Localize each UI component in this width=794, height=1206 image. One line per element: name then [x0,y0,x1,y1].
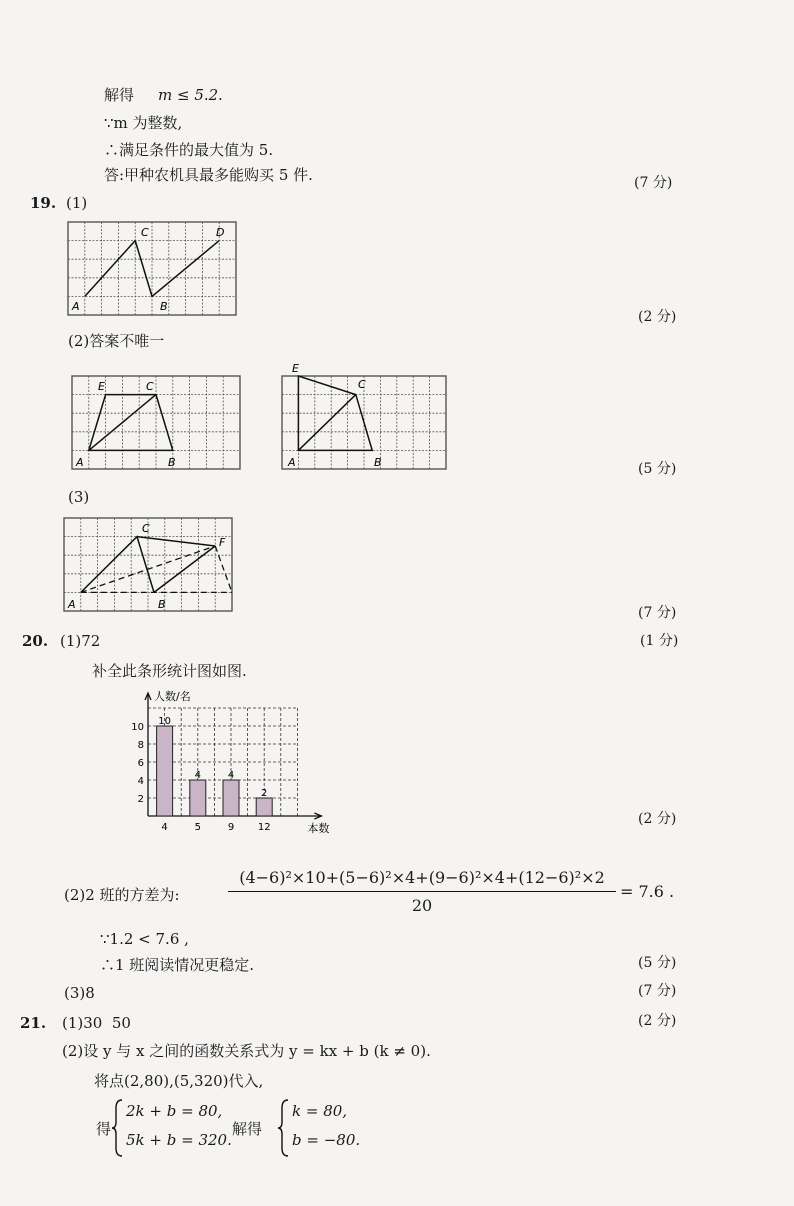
q20-part3: (3)8 [64,984,95,1002]
q19-number: 19. [30,194,57,212]
variance-result: = 7.6 . [620,882,675,901]
label-C: C [358,378,366,391]
q20-fill-line: 补全此条形统计图如图. [92,662,247,680]
solve-period: . [218,86,223,104]
q19-score-7: (7 分) [638,605,677,621]
label-B: B [168,456,176,469]
q20-bar-chart [120,690,340,850]
q21-score-2: (2 分) [638,1013,677,1029]
label-D: D [216,226,225,239]
q20-score-2: (2 分) [638,811,677,827]
answer-line: 答:甲种农机具最多能购买 5 件. [104,166,313,184]
bar [256,798,272,816]
q19-grid-1 [68,222,238,317]
q19-grid-3 [64,518,244,614]
q19-grid-2a [72,376,244,471]
bar [190,780,206,816]
label-A: A [72,300,80,313]
system1-line1: 2k + b = 80, [126,1102,223,1120]
label-B: B [158,598,166,611]
q20-part1: (1)72 [60,632,101,650]
x-axis-label: 本数 [307,822,330,835]
label-A: A [288,456,296,469]
bar-value-label: 4 [227,770,235,781]
q21-substitute-line: 将点(2,80),(5,320)代入, [94,1072,264,1090]
equation-system-2 [292,1104,360,1148]
x-tick-label: 5 [194,822,201,833]
system2-line2: b = −80. [292,1131,361,1149]
q19-grid-2b [282,362,452,471]
label-E: E [98,380,105,393]
variance-numerator: (4−6)²×10+(5−6)²×4+(9−6)²×4+(12−6)²×2 [239,868,605,887]
equation-system-1 [126,1104,232,1148]
label-E: E [292,362,299,375]
because-integer-line: ∵m 为整数, [104,114,183,132]
label-A: A [68,598,76,611]
q20-score-5: (5 分) [638,955,677,971]
label-F: F [219,536,226,549]
label-C: C [146,380,154,393]
y-tick-label: 2 [137,794,144,805]
q21-number: 21. [20,1014,47,1032]
q19-score-2: (2 分) [638,309,677,325]
solve-prefix: 解得 [104,86,135,104]
q20-because-line: ∵1.2 < 7.6 , [100,930,189,948]
therefore-max-line: ∴满足条件的最大值为 5. [104,141,274,159]
bar-value-label: 10 [158,716,171,727]
q21-get-label: 得 [96,1120,112,1138]
bar-value-label: 4 [194,770,201,781]
q19-score-5: (5 分) [638,461,677,477]
q21-part2: (2)设 y 与 x 之间的函数关系式为 y = kx + b (k ≠ 0). [62,1042,431,1060]
y-tick-label: 10 [131,722,144,733]
q21-solve-label: 解得 [232,1120,263,1138]
q21-part1: (1)30 50 [62,1014,131,1032]
q20-number: 20. [22,632,49,650]
q20-score-1: (1 分) [640,633,679,649]
q19-part2-label: (2)答案不唯一 [68,332,165,350]
bar [223,780,239,816]
y-tick-label: 8 [137,740,144,751]
bar [157,726,173,816]
solve-expression: m ≤ 5.2 [158,86,219,104]
score-7-top: (7 分) [634,175,673,191]
y-tick-label: 6 [137,758,144,769]
x-tick-label: 4 [161,822,168,833]
left-brace-1 [112,1098,124,1158]
q20-part2-prefix: (2)2 班的方差为: [64,886,180,904]
quadrilateral-AECB [89,395,173,451]
q20-score-7: (7 分) [638,983,677,999]
q19-part3-label: (3) [68,488,90,506]
grid-lines [68,222,236,315]
bar-value-label: 2 [261,788,268,799]
system1-line2: 5k + b = 320. [126,1131,232,1149]
variance-denominator: 20 [411,896,433,915]
y-axis-label: 人数/名 [154,690,191,703]
q20-therefore-line: ∴1 班阅读情况更稳定. [100,956,255,974]
x-tick-label: 12 [257,822,271,833]
variance-fraction [228,870,616,914]
left-brace-2 [278,1098,290,1158]
label-A: A [76,456,84,469]
label-C: C [142,522,150,535]
system2-line1: k = 80, [292,1102,348,1120]
label-B: B [374,456,382,469]
label-B: B [160,300,168,313]
label-C: C [141,226,149,239]
q19-part1-label: (1) [66,194,88,212]
x-tick-label: 9 [227,822,235,833]
y-tick-label: 4 [137,776,144,787]
